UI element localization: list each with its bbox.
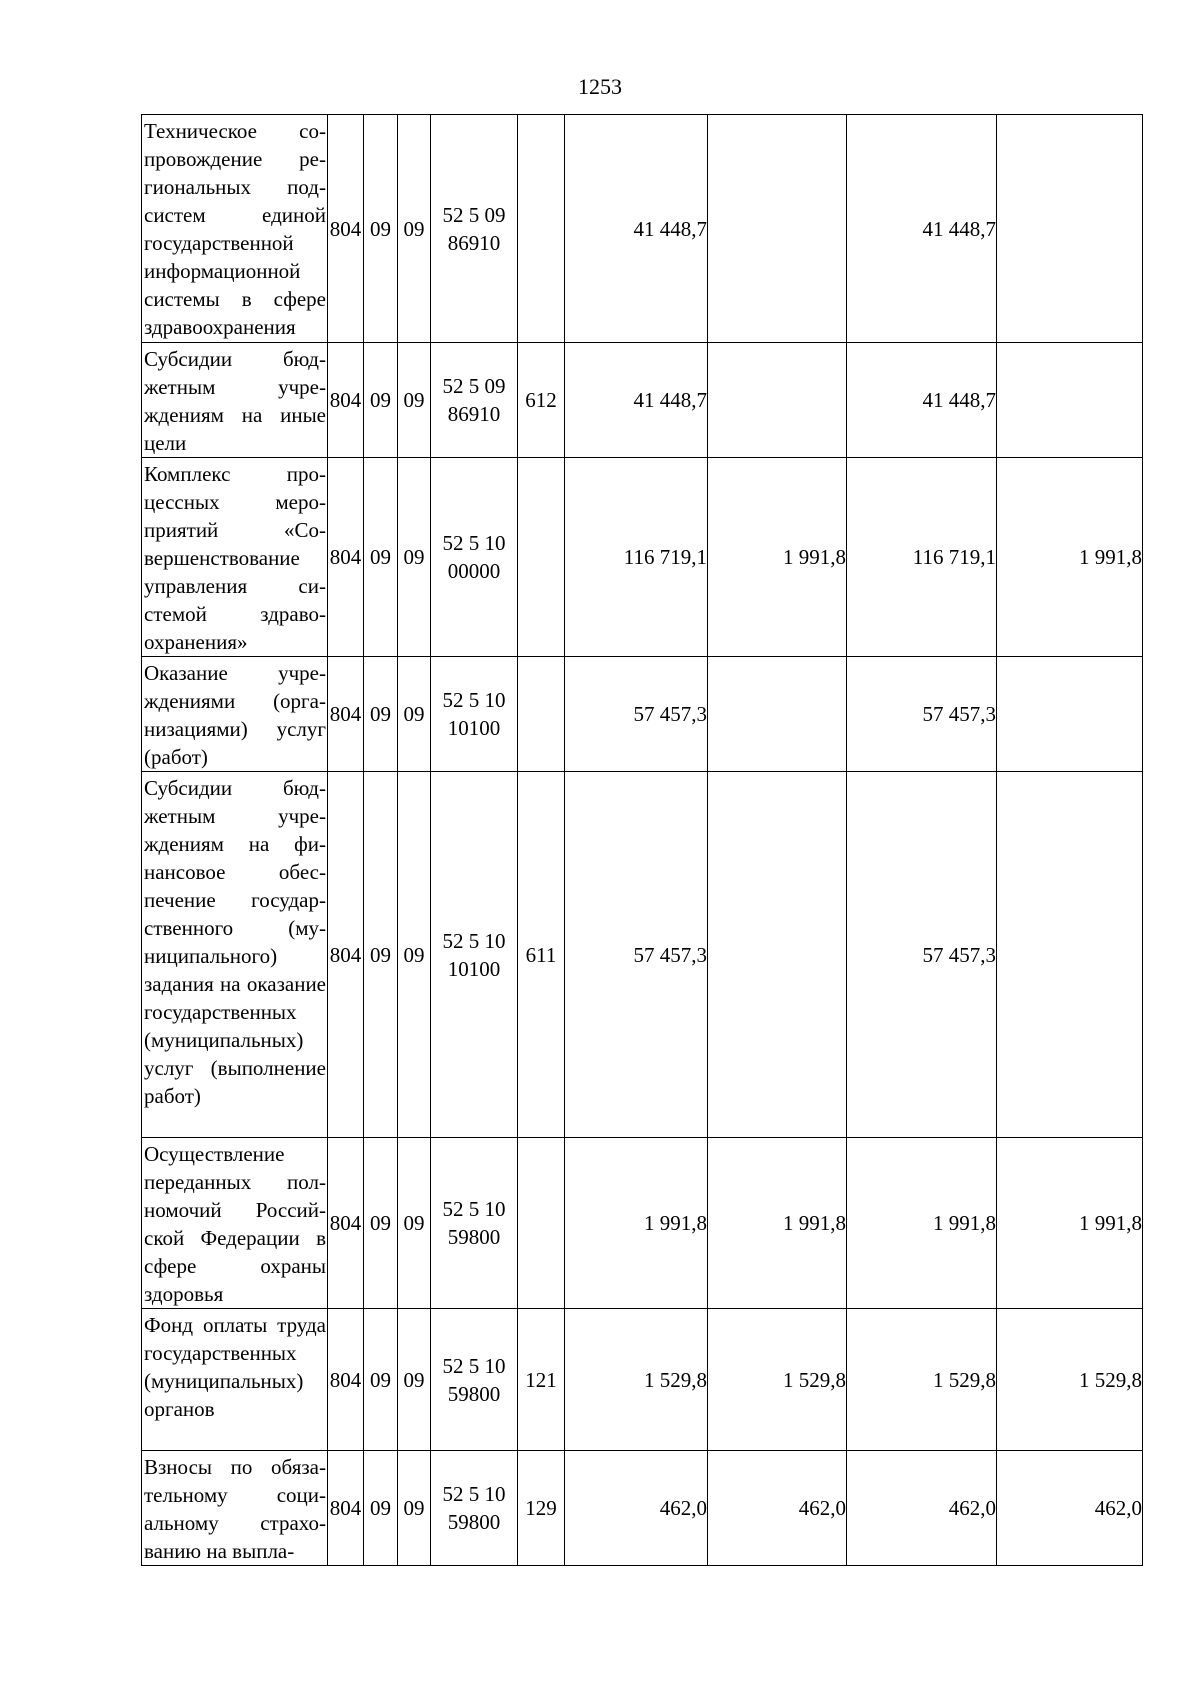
amount-cell-2 xyxy=(708,772,847,1138)
amount-cell-1: 1 529,8 xyxy=(565,1309,708,1451)
amount-cell-3: 462,0 xyxy=(847,1451,997,1566)
amount-cell-1: 57 457,3 xyxy=(565,772,708,1138)
csr-code-line-2: 59800 xyxy=(447,1225,501,1249)
amount-cell-3: 41 448,7 xyxy=(847,115,997,343)
amount-cell-4 xyxy=(997,343,1143,458)
vr-cell: 611 xyxy=(518,772,565,1138)
name-cell: Осуществление переданных полномочий Российской Федерации в сфере охраны здоровья xyxy=(142,1138,328,1309)
csr-code-line-2: 59800 xyxy=(447,1381,501,1406)
csr-code-line-2: 00000 xyxy=(447,559,501,583)
budget-table-body xyxy=(142,115,1143,1566)
csr-code-line-1: 52 5 09 xyxy=(442,202,506,227)
table-row xyxy=(142,458,1143,657)
csr-cell xyxy=(431,343,518,458)
amount-cell-1: 57 457,3 xyxy=(565,657,708,772)
page-number: 1253 xyxy=(578,74,622,99)
ved-cell: 804 xyxy=(328,1309,364,1451)
pr-cell: 09 xyxy=(398,1309,431,1451)
pr-cell: 09 xyxy=(398,772,431,1138)
csr-code-line-2: 59800 xyxy=(447,1510,501,1534)
amount-cell-2 xyxy=(708,343,847,458)
amount-cell-2: 1 529,8 xyxy=(708,1309,847,1451)
amount-cell-4: 1 991,8 xyxy=(997,1138,1143,1309)
csr-cell xyxy=(431,772,518,1138)
pr-cell: 09 xyxy=(398,115,431,343)
csr-code-line-1: 52 5 09 xyxy=(442,374,506,398)
amount-cell-2: 1 991,8 xyxy=(708,458,847,657)
csr-cell xyxy=(431,1138,518,1309)
amount-cell-2 xyxy=(708,115,847,343)
table-row xyxy=(142,657,1143,772)
amount-cell-1: 41 448,7 xyxy=(565,115,708,343)
amount-cell-4: 462,0 xyxy=(997,1451,1143,1566)
amount-cell-2: 1 991,8 xyxy=(708,1138,847,1309)
name-cell: Комплекс процессных мероприятий «Совершенствование управления системой здравоохранения» xyxy=(142,458,328,657)
amount-cell-1: 1 991,8 xyxy=(565,1138,708,1309)
amount-cell-1: 462,0 xyxy=(565,1451,708,1566)
pr-cell: 09 xyxy=(398,343,431,458)
csr-code-line-1: 52 5 10 xyxy=(442,688,506,712)
csr-cell xyxy=(431,1309,518,1451)
budget-table xyxy=(141,114,1143,1566)
ved-cell: 804 xyxy=(328,115,364,343)
amount-cell-4: 1 529,8 xyxy=(997,1309,1143,1451)
csr-code-line-1: 52 5 10 xyxy=(442,1353,506,1378)
rz-cell: 09 xyxy=(364,772,398,1138)
vr-cell: 612 xyxy=(518,343,565,458)
amount-cell-3: 57 457,3 xyxy=(847,657,997,772)
csr-cell xyxy=(431,458,518,657)
vr-cell xyxy=(518,115,565,343)
pr-cell: 09 xyxy=(398,657,431,772)
csr-code-line-2: 10100 xyxy=(447,716,501,740)
pr-cell: 09 xyxy=(398,458,431,657)
ved-cell: 804 xyxy=(328,1451,364,1566)
csr-code-line-1: 52 5 10 xyxy=(442,1197,506,1221)
pr-cell: 09 xyxy=(398,1138,431,1309)
csr-cell xyxy=(431,1451,518,1566)
table-row xyxy=(142,1138,1143,1309)
amount-cell-3: 1 991,8 xyxy=(847,1138,997,1309)
amount-cell-4 xyxy=(997,772,1143,1138)
rz-cell: 09 xyxy=(364,1309,398,1451)
ved-cell: 804 xyxy=(328,458,364,657)
table-row xyxy=(142,115,1143,343)
vr-cell xyxy=(518,458,565,657)
ved-cell: 804 xyxy=(328,657,364,772)
amount-cell-1: 116 719,1 xyxy=(565,458,708,657)
rz-cell: 09 xyxy=(364,657,398,772)
vr-cell xyxy=(518,657,565,772)
csr-code-line-2: 86910 xyxy=(447,402,501,426)
table-row xyxy=(142,1309,1143,1451)
csr-code-line-2: 86910 xyxy=(447,230,501,255)
csr-code-line-1: 52 5 10 xyxy=(442,1482,506,1506)
csr-code-line-1: 52 5 10 xyxy=(442,928,506,953)
rz-cell: 09 xyxy=(364,343,398,458)
table-row xyxy=(142,343,1143,458)
name-cell: Субсидии бюджетным учреждениям на иные цели xyxy=(142,343,328,458)
csr-code-line-1: 52 5 10 xyxy=(442,531,506,555)
name-cell: Фонд оплаты труда государственных (муниципальных) органов xyxy=(142,1309,328,1451)
amount-cell-1: 41 448,7 xyxy=(565,343,708,458)
amount-cell-3: 41 448,7 xyxy=(847,343,997,458)
vr-cell xyxy=(518,1138,565,1309)
amount-cell-3: 1 529,8 xyxy=(847,1309,997,1451)
csr-cell xyxy=(431,657,518,772)
name-cell: Субсидии бюджетным учреждениям на финансовое обеспечение государственного (муниципального) задания на оказание государственных (муниципальных) услуг (выполнение работ) xyxy=(142,772,328,1138)
csr-cell xyxy=(431,115,518,343)
ved-cell: 804 xyxy=(328,343,364,458)
amount-cell-4 xyxy=(997,115,1143,343)
amount-cell-2 xyxy=(708,657,847,772)
ved-cell: 804 xyxy=(328,1138,364,1309)
vr-cell: 121 xyxy=(518,1309,565,1451)
rz-cell: 09 xyxy=(364,1451,398,1566)
name-cell: Техническое сопровождение региональных подсистем единой государственной информационной системы в сфере здравоохранения xyxy=(142,115,328,343)
amount-cell-4 xyxy=(997,657,1143,772)
pr-cell: 09 xyxy=(398,1451,431,1566)
name-cell: Взносы по обязательному социальному страхованию на выпла- xyxy=(142,1451,328,1566)
amount-cell-2: 462,0 xyxy=(708,1451,847,1566)
ved-cell: 804 xyxy=(328,772,364,1138)
vr-cell: 129 xyxy=(518,1451,565,1566)
rz-cell: 09 xyxy=(364,115,398,343)
name-cell: Оказание учреждениями (организациями) услуг (работ) xyxy=(142,657,328,772)
amount-cell-3: 116 719,1 xyxy=(847,458,997,657)
rz-cell: 09 xyxy=(364,1138,398,1309)
table-row xyxy=(142,1451,1143,1566)
amount-cell-3: 57 457,3 xyxy=(847,772,997,1138)
csr-code-line-2: 10100 xyxy=(447,956,501,981)
table-row xyxy=(142,772,1143,1138)
amount-cell-4: 1 991,8 xyxy=(997,458,1143,657)
rz-cell: 09 xyxy=(364,458,398,657)
